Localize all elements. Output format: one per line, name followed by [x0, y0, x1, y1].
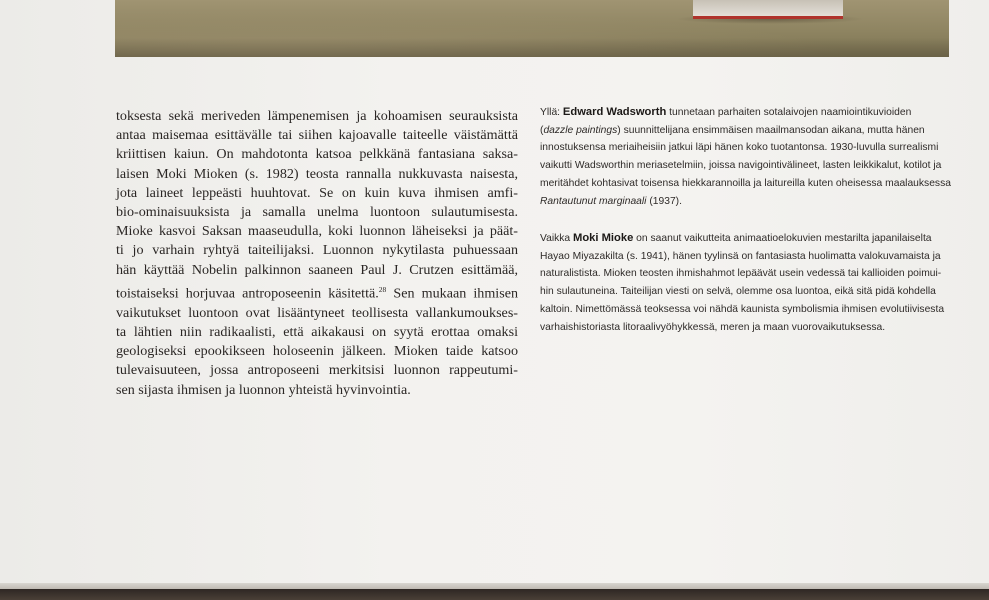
caption-text: ) suunnittelijana ensimmäisen maailmansodan aikana, mutta hänen [617, 124, 925, 136]
body-line: geologiseksi epookikseen holoseenin jälkeen. Mioken taide katsoo [116, 343, 518, 360]
artist-name: Edward Wadsworth [562, 106, 667, 118]
caption-text: on saanut vaikutteita animaatioelokuvien mestarilta japanilaiselta [633, 233, 932, 244]
caption-italic: dazzle paintings [543, 124, 618, 136]
caption-line: naturalistista. Mioken teosten ihmishahmot lepäävät usein vedessä tai kallioiden poimui- [540, 268, 942, 280]
caption-text: (1937). [646, 195, 682, 207]
body-text-column [116, 107, 518, 400]
body-line: bio-ominaisuuksista ja samalla unelma luontoon sulautumisesta. [116, 204, 518, 221]
caption-line: varhaishistoriasta litoraalivyöhykkessä, meren ja maan vuorovaikutuksessa. [540, 321, 886, 333]
body-line: Mioke kasvoi Saksan maaseudulla, koki luonnon läheiseksi ja päät- [116, 223, 518, 240]
caption-line: innostuksensa meriaiheisiin jatkui läpi hänen koko tuotantonsa. 1930-luvulla surrealismi [540, 142, 939, 154]
artist-name: Moki Mioke [573, 232, 634, 244]
body-line-part: Sen mukaan ihmisen [393, 285, 518, 302]
caption-text: ( [540, 124, 544, 136]
body-line: antaa maisemaa esittävälle tai siihen kajoavalle taiteelle väistämättä [116, 127, 518, 144]
caption-line: Hayao Miyazakilta (s. 1941), hänen tyylinsä on fantasiasta huolimatta valokuvamaista ja [540, 250, 941, 262]
caption-line: meritähdet kohtasivat toisensa hiekkarannoilla ja laitureilla kuten oheisessa maalauksessa [540, 177, 951, 189]
photo-shading [115, 38, 949, 57]
body-line: vaikutukset luontoon ovat lisääntyneet teollisesta vallankumoukses- [116, 304, 518, 321]
table-surface [0, 589, 989, 600]
footnote-reference: 28 [378, 284, 387, 294]
body-line: ta lähtien niin radikaalisti, että aikakausi on syytä erottaa omaksi [116, 323, 518, 340]
caption-line [540, 230, 948, 248]
painting-photo-crop [115, 0, 949, 57]
caption-prefix: Vaikka [540, 233, 574, 244]
body-line: laisen Moki Mioken (s. 1982) teosta rannalla nukkuvasta naisesta, [116, 165, 518, 182]
caption-line [540, 104, 948, 122]
caption-line: vaikutti Wadsworthin meriasetelmiin, joissa navigointivälineet, lasten leikkikalut, kotilot ja [540, 160, 942, 172]
caption-line: hin sulautuneina. Taiteilijan viesti on selvä, olemme osa luontoa, eikä sitä pidä kohdella [540, 286, 936, 298]
body-line: tulevaisuuteen, jossa antroposeeni merkitsisi luonnon rappeutumi- [116, 362, 518, 379]
caption-mioke [540, 230, 948, 336]
caption-line: kaltoin. Nimettömässä teoksessa voi nähdä kaunista symbolismia ihmisen evolutiivisesta [540, 303, 945, 315]
photo-object [693, 0, 843, 19]
body-line-with-footnote [116, 280, 518, 304]
body-line: toksesta sekä meriveden lämpenemisen ja kohoamisen seurauksista [116, 108, 518, 124]
body-line: sen sijasta ihmisen ja luonnon yhteistä hyvinvointia. [116, 381, 411, 398]
body-line: kriittisen kaiun. On mahdotonta katsoa pelkkänä fantasiana saksa- [116, 146, 518, 163]
caption-line [540, 193, 948, 211]
caption-wadsworth [540, 104, 951, 210]
caption-text: tunnetaan parhaiten sotalaivojen naamiointikuvioiden [666, 107, 912, 118]
body-line: hän käyttää Nobelin palkinnon saaneen Paul J. Crutzen esittämää, [116, 261, 518, 278]
body-line: ti jo varhain ryhtyä taiteilijaksi. Luonnon nykytilasta puhuessaan [116, 242, 518, 259]
caption-line [540, 122, 948, 140]
artwork-title: Rantautunut marginaali [540, 195, 647, 207]
body-line-part: toistaiseksi horjuvaa antroposeenin käsitettä. [116, 285, 379, 302]
caption-prefix: Yllä: [540, 107, 563, 118]
body-line: jota laineet leppeästi huuhtovat. Se on kuin kuva ihmisen amfi- [116, 184, 518, 201]
